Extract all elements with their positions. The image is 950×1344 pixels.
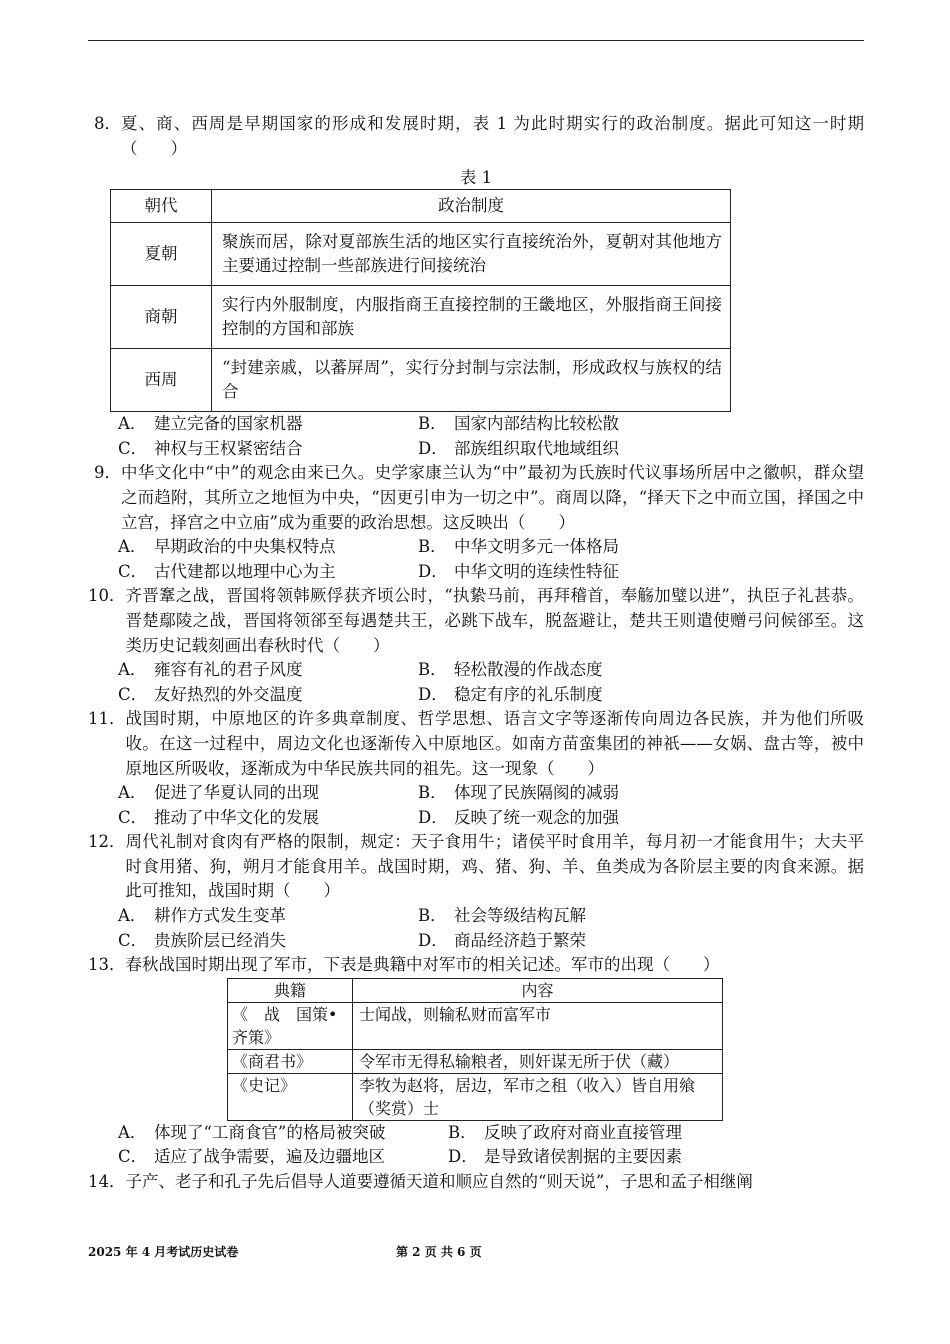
option-c: C． 神权与王权紧密结合 <box>118 438 303 458</box>
question-12 <box>88 830 864 953</box>
table-header-book: 典籍 <box>228 978 353 1002</box>
option-d: D． 中华文明的连续性特征 <box>418 561 619 581</box>
table-cell-content: 令军市无得私输粮者，则奸谋无所于伏（藏） <box>353 1049 723 1073</box>
question-number: 10． <box>88 586 126 606</box>
option-d: D． 稳定有序的礼乐制度 <box>418 684 603 704</box>
table-row <box>228 1073 723 1120</box>
options <box>88 781 864 830</box>
table-header-dynasty: 朝代 <box>111 190 212 223</box>
table-cell-dynasty: 西周 <box>111 349 212 412</box>
options <box>88 535 864 584</box>
table-row <box>111 286 731 349</box>
option-b: B． 中华文明多元一体格局 <box>418 537 619 557</box>
table-cell-dynasty: 商朝 <box>111 286 212 349</box>
options <box>88 412 864 461</box>
table-header-row <box>111 190 731 223</box>
question-number: 13． <box>88 955 126 975</box>
question-11 <box>88 707 864 830</box>
question-stem: 中华文化中“中”的观念由来已久。史学家康兰认为“中”最初为氏族时代议事场所居中之徽帜，群众望之而趋附，其所立之地恒为中央，“因更引申为一切之中”。商周以降，“择天下之中而立国，择国之中立宫，择宫之中立庙”成为重要的政治思想。这反映出（ ） <box>121 463 864 532</box>
question-number: 12． <box>88 832 126 852</box>
question-10 <box>88 584 864 707</box>
question-number: 8． <box>94 114 121 133</box>
option-c: C． 推动了中华文化的发展 <box>118 807 319 827</box>
option-a: A． 早期政治的中央集权特点 <box>118 537 336 557</box>
option-b: B． 体现了民族隔阂的减弱 <box>418 783 619 803</box>
option-a: A． 耕作方式发生变革 <box>118 906 286 926</box>
table-row <box>111 223 731 286</box>
table-cell-content: 士闻战，则输私财而富军市 <box>353 1002 723 1049</box>
option-d: D． 是导致诸侯割据的主要因素 <box>448 1147 682 1167</box>
question-9 <box>88 461 864 584</box>
option-c: C． 贵族阶层已经消失 <box>118 930 286 950</box>
footer-exam-title: 2025 年 4 月考试历史试卷 <box>88 1245 239 1259</box>
option-a: A． 体现了“工商食官”的格局被突破 <box>118 1122 386 1142</box>
table-row <box>228 1049 723 1073</box>
option-d: D． 反映了统一观念的加强 <box>418 807 619 827</box>
table-cell-desc: “封建亲戚，以蕃屏周”，实行分封制与宗法制，形成政权与族权的结合 <box>212 349 731 412</box>
option-a: A． 建立完备的国家机器 <box>118 414 303 434</box>
table-cell-book: 《商君书》 <box>228 1049 353 1073</box>
table-row <box>111 349 731 412</box>
question-stem: 战国时期，中原地区的许多典章制度、哲学思想、语言文字等逐渐传向周边各民族，并为他们所吸收。在这一过程中，周边文化也逐渐传入中原地区。如南方苗蛮集团的神祇——女娲、盘古等，被中原地区所吸收，逐渐成为中华民族共同的祖先。这一现象（ ） <box>125 709 864 778</box>
table-header-content: 内容 <box>353 978 723 1002</box>
table-cell-content: 李牧为赵将，居边，军市之租（收入）皆自用飨（奖赏）士 <box>353 1073 723 1120</box>
table-military-market <box>227 978 723 1121</box>
question-stem: 周代礼制对食肉有严格的限制，规定：天子食用牛；诸侯平时食用羊，每月初一才能食用牛；大夫平时食用猪、狗，朔月才能食用羊。战国时期，鸡、猪、狗、羊、鱼类成为各阶层主要的肉食来源。据此可推知，战国时期（ ） <box>125 832 864 901</box>
option-d: D． 部族组织取代地域组织 <box>418 438 619 458</box>
option-b: B． 轻松散漫的作战态度 <box>418 660 603 680</box>
question-13 <box>88 953 864 1170</box>
options <box>88 1121 864 1170</box>
table-row <box>228 1002 723 1049</box>
table-cell-desc: 实行内外服制度，内服指商王直接控制的王畿地区，外服指商王间接控制的方国和部族 <box>212 286 731 349</box>
option-b: B． 社会等级结构瓦解 <box>418 906 586 926</box>
table-cell-dynasty: 夏朝 <box>111 223 212 286</box>
option-c: C． 古代建都以地理中心为主 <box>118 561 336 581</box>
question-stem: 齐晋鞌之战，晋国将领韩厥俘获齐顷公时，“执絷马前，再拜稽首，奉觞加璧以进”，执臣子礼甚恭。晋楚鄢陵之战，晋国将领郤至每遇楚共王，必跳下战车，脱盔避让，楚共王则遣使赠弓问候郤至。这类历史记载刻画出春秋时代（ ） <box>125 586 864 655</box>
question-stem: 春秋战国时期出现了军市，下表是典籍中对军市的相关记述。军市的出现（ ） <box>125 955 720 975</box>
table-header-system: 政治制度 <box>212 190 731 223</box>
option-c: C． 友好热烈的外交温度 <box>118 684 303 704</box>
table-header-row <box>228 978 723 1002</box>
option-d: D． 商品经济趋于繁荣 <box>418 930 586 950</box>
table-cell-book: 《 战 国策•齐策》 <box>228 1002 353 1049</box>
question-number: 9． <box>94 463 121 483</box>
question-stem: 夏、商、西周是早期国家的形成和发展时期，表 1 为此时期实行的政治制度。据此可知这一时期（ ） <box>121 114 864 158</box>
question-number: 11． <box>88 709 126 729</box>
table-caption: 表 1 <box>459 168 493 188</box>
question-stem: 子产、老子和孔子先后倡导人道要遵循天道和顺应自然的“则天说”，子思和孟子相继阐 <box>125 1172 753 1192</box>
header-rule <box>88 40 864 41</box>
footer-page-number: 第 2 页 共 6 页 <box>396 1245 482 1259</box>
option-c: C． 适应了战争需要，遍及边疆地区 <box>118 1147 385 1167</box>
question-number: 14． <box>88 1172 126 1192</box>
table-cell-book: 《史记》 <box>228 1073 353 1120</box>
table-cell-desc: 聚族而居，除对夏部族生活的地区实行直接统治外，夏朝对其他地方主要通过控制一些部族进行间接统治 <box>212 223 731 286</box>
table-1 <box>110 189 731 412</box>
option-b: B． 反映了政府对商业直接管理 <box>448 1122 682 1142</box>
option-b: B． 国家内部结构比较松散 <box>418 414 619 434</box>
exam-page <box>88 112 864 1195</box>
options <box>88 904 864 953</box>
option-a: A． 雍容有礼的君子风度 <box>118 660 303 680</box>
options <box>88 658 864 707</box>
question-14 <box>88 1170 864 1195</box>
question-8 <box>88 112 864 461</box>
option-a: A． 促进了华夏认同的出现 <box>118 783 319 803</box>
